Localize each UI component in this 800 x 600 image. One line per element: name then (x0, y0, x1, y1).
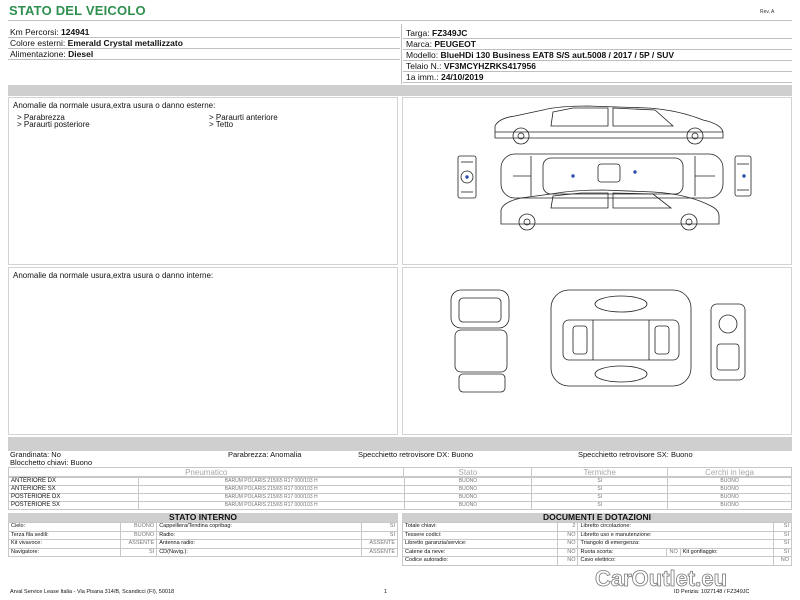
interno-label: Navigatore: (9, 548, 121, 557)
summary-blocchetto: Blocchetto chiavi: Buono (10, 458, 93, 467)
footer-page-number: 1 (384, 589, 388, 595)
tyre-stato: BUONO (404, 486, 532, 494)
interno-value: SI (362, 531, 398, 540)
documenti-title: DOCUMENTI E DOTAZIONI (402, 513, 792, 522)
interno-label: Cappelliera/Tendina copribag: (157, 523, 362, 532)
table-row (403, 531, 792, 540)
interno-value: ASSENTE (121, 540, 157, 549)
tyres-body (8, 477, 792, 510)
watermark-logo: CarOutlet.eu (595, 566, 728, 591)
tyre-cerchi: BUONO (668, 478, 792, 486)
tyre-termiche: SI (532, 478, 668, 486)
interno-value: ASSENTE (362, 548, 398, 557)
external-heading: Anomalie da normale usura,extra usura o danno esterne: (13, 101, 216, 110)
external-notes-panel (8, 97, 398, 265)
tyre-cerchi: BUONO (668, 502, 792, 510)
interno-value: ASSENTE (362, 540, 398, 549)
tyre-model: BARUM POLARIS 215/65 R17 000/103 H (138, 486, 404, 494)
interno-value: SI (362, 523, 398, 532)
info-targa: Targa: FZ349JC (406, 28, 468, 38)
info-telaio: Telaio N.: VF3MCYHZRKS417956 (406, 61, 536, 71)
documenti-value: NO (666, 548, 680, 557)
table-row (403, 523, 792, 532)
documenti-table (402, 522, 792, 566)
tyre-cerchi: BUONO (668, 494, 792, 502)
stato-interno-table (8, 522, 398, 557)
header-cerchi: Cerchi in lega (668, 468, 792, 477)
external-damage-item: > Paraurti posteriore (17, 120, 90, 129)
documenti-value: 2 (558, 523, 578, 532)
documenti-label: Libretto circolazione: (578, 523, 774, 532)
table-row (9, 494, 792, 502)
summary-specchietto-dx: Specchietto retrovisore DX: Buono (358, 450, 474, 459)
internal-diagram-panel (402, 267, 792, 435)
interno-label: Antenna radio: (157, 540, 362, 549)
documenti-value: NO (558, 548, 578, 557)
documenti-label: Kit gonfiaggio: (680, 548, 773, 557)
documenti-value: NO (774, 557, 792, 566)
info-divider (401, 24, 402, 84)
tyre-position: ANTERIORE SX (9, 486, 139, 494)
table-row (9, 548, 398, 557)
documenti-value: SI (774, 523, 792, 532)
documenti-label: Totale chiavi: (403, 523, 558, 532)
info-row-line (8, 48, 400, 49)
tyre-stato: BUONO (404, 494, 532, 502)
car-interior-diagram (403, 268, 793, 436)
table-row (9, 502, 792, 510)
tyre-stato: BUONO (404, 502, 532, 510)
documenti-value: NO (558, 557, 578, 566)
header-termiche: Termiche (532, 468, 668, 477)
damage-marker-rear (742, 174, 745, 177)
car-exterior-diagram (403, 98, 793, 266)
interno-label: Kit vivavoce: (9, 540, 121, 549)
info-modello: Modello: BlueHDi 130 Business EAT8 S/S aut.5008 / 2017 / 5P / SUV (406, 50, 675, 60)
table-row (9, 486, 792, 494)
table-row (403, 540, 792, 549)
documenti-value: SI (774, 531, 792, 540)
tyre-position: POSTERIORE DX (9, 494, 139, 502)
interno-value: SI (121, 548, 157, 557)
info-row-line (403, 82, 792, 83)
revision-label: Rev. A (760, 9, 775, 15)
info-row-line (403, 60, 792, 61)
external-damage-item: > Paraurti anteriore (209, 113, 278, 122)
tyre-cerchi: BUONO (668, 486, 792, 494)
documenti-label: Codice autoradio: (403, 557, 558, 566)
info-marca: Marca: PEUGEOT (406, 39, 476, 49)
info-row-line (403, 49, 792, 50)
documenti-value: NO (558, 540, 578, 549)
external-diagram-panel (402, 97, 792, 265)
documenti-label: Triangolo di emergenza: (578, 540, 774, 549)
documenti-label: Catene da neve: (403, 548, 558, 557)
info-colore: Colore esterni: Emerald Crystal metallizzato (10, 38, 183, 48)
documenti-value: SI (774, 548, 792, 557)
info-row-line (8, 59, 400, 60)
interno-label: CD(Navig.): (157, 548, 362, 557)
tyre-model: BARUM POLARIS 215/65 R17 000/103 H (138, 494, 404, 502)
stato-interno-title: STATO INTERNO (8, 513, 398, 522)
tyre-model: BARUM POLARIS 215/65 R17 000/103 H (138, 478, 404, 486)
interno-label: Radio: (157, 531, 362, 540)
tyres-table (8, 467, 792, 477)
damage-marker-front (465, 175, 468, 178)
info-row-line (8, 37, 400, 38)
internal-heading: Anomalie da normale usura,extra usura o danno interne: (13, 271, 214, 280)
summary-parabrezza: Parabrezza: Anomalia (228, 450, 302, 459)
table-row (9, 540, 398, 549)
table-row (9, 531, 398, 540)
info-row-line (403, 71, 792, 72)
table-row (9, 523, 398, 532)
summary-specchietto-sx: Specchietto retrovisore SX: Buono (578, 450, 693, 459)
section-band (8, 85, 792, 96)
documenti-value: NO (558, 531, 578, 540)
documenti-label: Cavo elettrico: (578, 557, 774, 566)
footer-reference: ID Perizia: 1027148 / FZ349JC (674, 589, 750, 595)
tyre-stato: BUONO (404, 478, 532, 486)
page-title: STATO DEL VEICOLO (9, 3, 146, 18)
damage-marker-roof (633, 170, 636, 173)
footer-company: Arval Service Lease Italia - Via Pisana 314/B, Scandicci (FI), 50018 (10, 589, 175, 595)
tyres-header-row (9, 468, 792, 477)
info-alimentazione: Alimentazione: Diesel (10, 49, 94, 59)
interno-value: BUONO (121, 523, 157, 532)
documenti-label: Libretto uso e manutenzione: (578, 531, 774, 540)
info-km: Km Percorsi: 124941 (10, 27, 90, 37)
table-row (403, 557, 792, 566)
external-damage-item: > Parabrezza (17, 113, 65, 122)
tyre-termiche: SI (532, 486, 668, 494)
documenti-label: Libretto garanzia/service: (403, 540, 558, 549)
tyre-termiche: SI (532, 502, 668, 510)
table-row (403, 548, 792, 557)
tyre-position: ANTERIORE DX (9, 478, 139, 486)
tyre-position: POSTERIORE SX (9, 502, 139, 510)
documenti-value: SI (774, 540, 792, 549)
header-stato: Stato (404, 468, 532, 477)
external-damage-item: > Tetto (209, 120, 234, 129)
documenti-label: Tessere codici: (403, 531, 558, 540)
title-divider (8, 20, 792, 21)
tyre-model: BARUM POLARIS 215/65 R17 000/103 H (138, 502, 404, 510)
info-row-line (403, 38, 792, 39)
documenti-label: Ruota scorta: (578, 548, 666, 557)
interno-value: BUONO (121, 531, 157, 540)
summary-band (8, 437, 792, 451)
tyre-termiche: SI (532, 494, 668, 502)
summary-grandinata: Grandinata: No (10, 450, 61, 459)
internal-notes-panel (8, 267, 398, 435)
info-immatricolazione: 1a imm.: 24/10/2019 (406, 72, 484, 82)
header-pneumatico: Pneumatico (9, 468, 404, 477)
damage-marker-windshield (571, 174, 574, 177)
interno-label: Terza fila sedili: (9, 531, 121, 540)
table-row (9, 478, 792, 486)
interno-label: Cielo: (9, 523, 121, 532)
